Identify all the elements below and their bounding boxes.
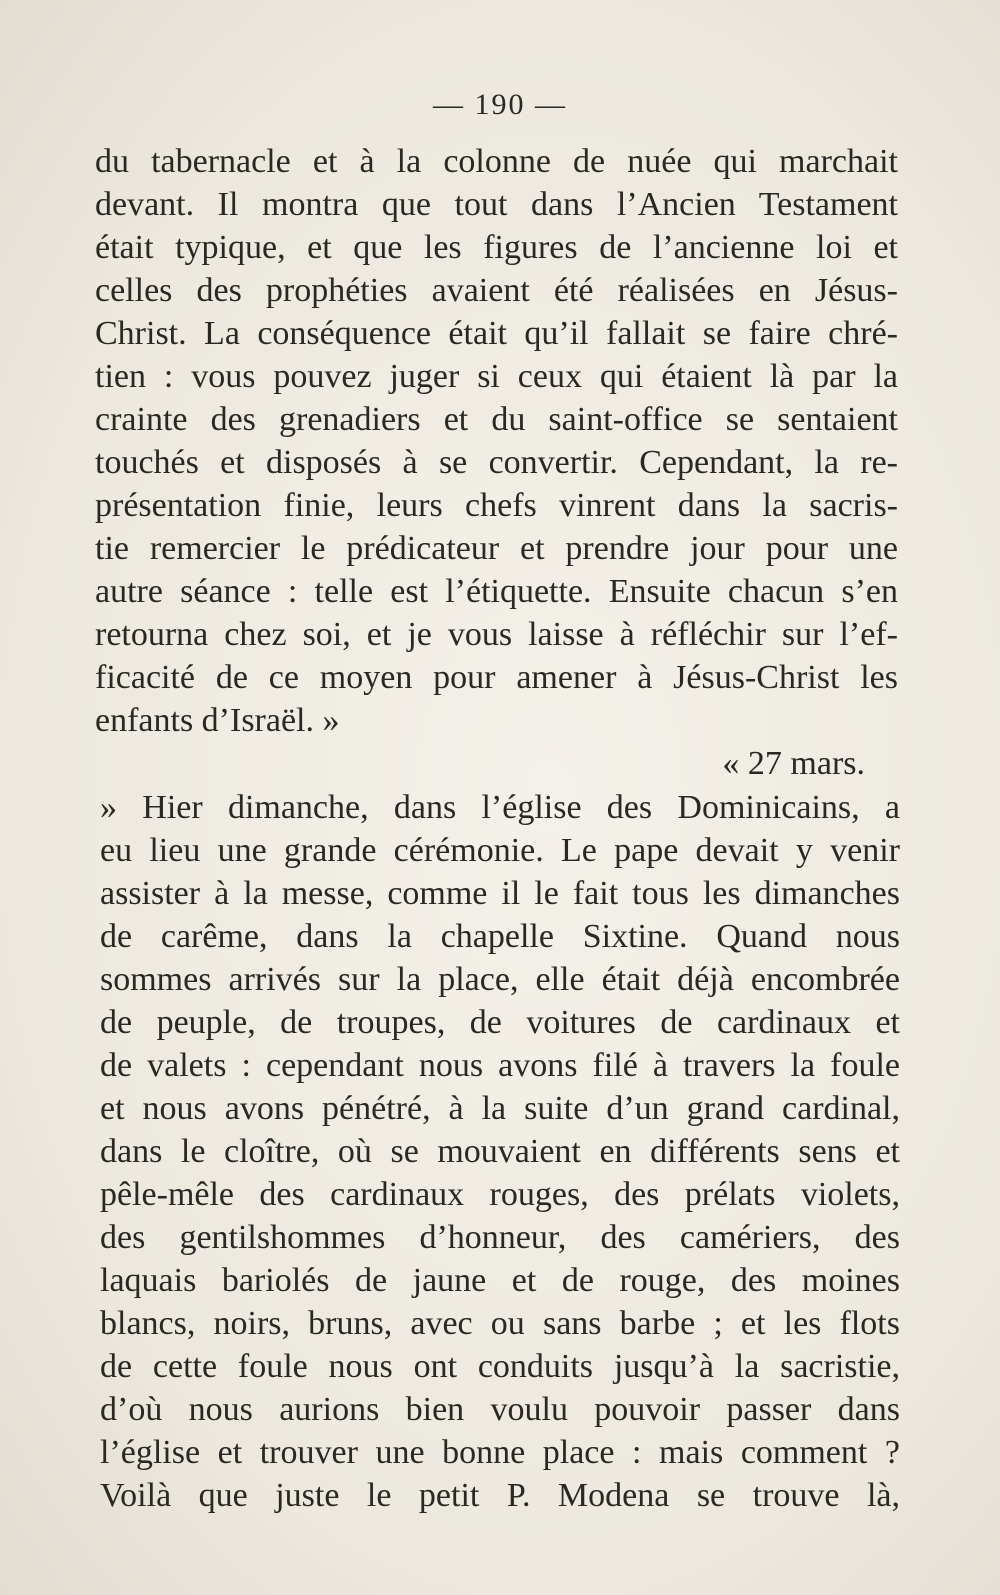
- text-line: pêle-mêle des cardinaux rouges, des prélats violets,: [100, 1176, 900, 1213]
- text-line: touchés et disposés à se convertir. Cependant, la re-: [95, 444, 898, 481]
- text-line: eu lieu une grande cérémonie. Le pape devait y venir: [100, 832, 900, 869]
- text-line: de carême, dans la chapelle Sixtine. Quand nous: [100, 918, 900, 955]
- page-number: — 190 —: [433, 88, 567, 121]
- date-heading: « 27 mars.: [722, 745, 865, 782]
- text-line: était typique, et que les figures de l’ancienne loi et: [95, 229, 898, 266]
- text-line: de cette foule nous ont conduits jusqu’à la sacristie,: [100, 1348, 900, 1385]
- text-line: ficacité de ce moyen pour amener à Jésus-Christ les: [95, 659, 898, 696]
- text-line: retourna chez soi, et je vous laisse à réfléchir sur l’ef-: [95, 616, 898, 653]
- text-line: Christ. La conséquence était qu’il fallait se faire chré-: [95, 315, 898, 352]
- text-line: des gentilshommes d’honneur, des camériers, des: [100, 1219, 900, 1256]
- text-line: celles des prophéties avaient été réalisées en Jésus-: [95, 272, 898, 309]
- text-line: tien : vous pouvez juger si ceux qui étaient là par la: [95, 358, 898, 395]
- text-line: de peuple, de troupes, de voitures de cardinaux et: [100, 1004, 900, 1041]
- text-line: présentation finie, leurs chefs vinrent dans la sacris-: [95, 487, 898, 524]
- text-line: l’église et trouver une bonne place : mais comment ?: [100, 1434, 900, 1471]
- text-line: crainte des grenadiers et du saint-office se sentaient: [95, 401, 898, 438]
- text-line: dans le cloître, où se mouvaient en différents sens et: [100, 1133, 900, 1170]
- text-line: assister à la messe, comme il le fait tous les dimanches: [100, 875, 900, 912]
- text-line: enfants d’Israël. »: [95, 702, 340, 739]
- text-line: laquais bariolés de jaune et de rouge, des moines: [100, 1262, 900, 1299]
- text-line: de valets : cependant nous avons filé à travers la foule: [100, 1047, 900, 1084]
- text-line: devant. Il montra que tout dans l’Ancien Testament: [95, 186, 898, 223]
- text-line: du tabernacle et à la colonne de nuée qui marchait: [95, 143, 898, 180]
- text-line: d’où nous aurions bien voulu pouvoir passer dans: [100, 1391, 900, 1428]
- text-line: blancs, noirs, bruns, avec ou sans barbe ; et les flots: [100, 1305, 900, 1342]
- text-line: et nous avons pénétré, à la suite d’un grand cardinal,: [100, 1090, 900, 1127]
- text-line: sommes arrivés sur la place, elle était déjà encombrée: [100, 961, 900, 998]
- text-line: Voilà que juste le petit P. Modena se trouve là,: [100, 1477, 900, 1514]
- text-line: » Hier dimanche, dans l’église des Dominicains, a: [100, 789, 900, 826]
- text-line: autre séance : telle est l’étiquette. Ensuite chacun s’en: [95, 573, 898, 610]
- text-line: tie remercier le prédicateur et prendre jour pour une: [95, 530, 898, 567]
